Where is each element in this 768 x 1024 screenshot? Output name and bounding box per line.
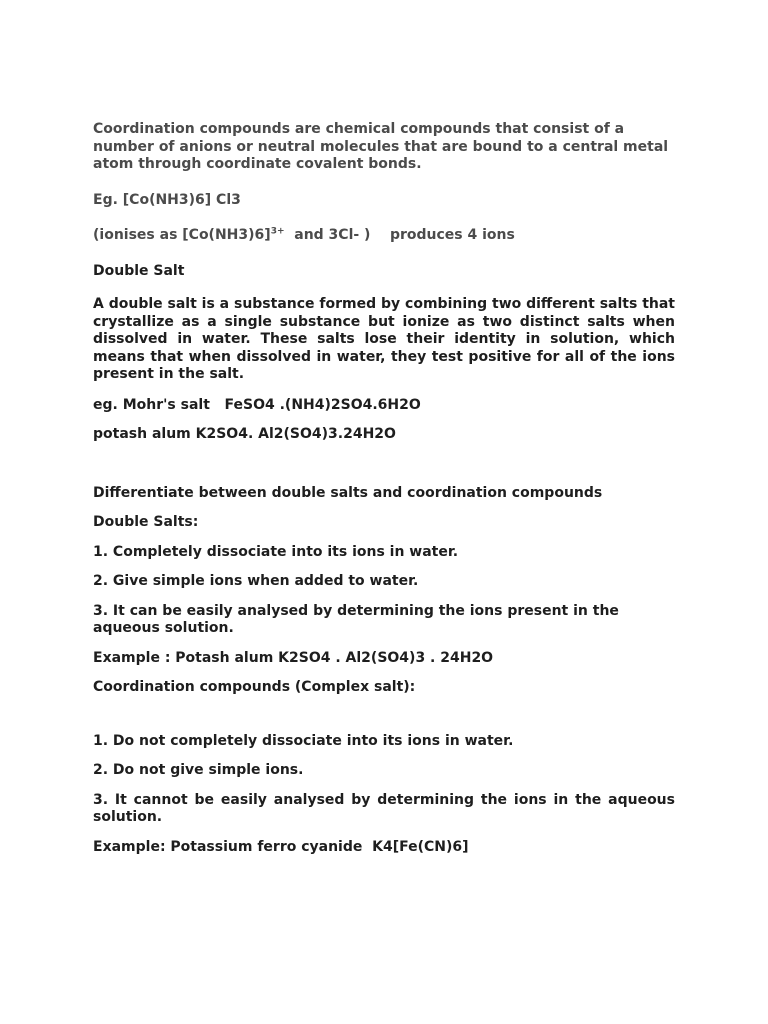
differentiate-heading: Differentiate between double salts and coordination compounds [93,484,603,501]
double-salt-heading: Double Salt [93,262,185,279]
double-salts-point-3: 3. It can be easily analysed by determining the ions present in the aqueous solution. [93,602,619,636]
mohr-salt-example: eg. Mohr's salt FeSO4 .(NH4)2SO4.6H2O [93,396,421,413]
coordination-definition: Coordination compounds are chemical compounds that consist of a number of anions or neutral molecules that are bound to a central metal atom through coordinate covalent bonds. [93,121,669,172]
double-salts-example: Example : Potash alum K2SO4 . Al2(SO4)3 . 24H2O [93,649,494,666]
double-salt-definition: A double salt is a substance formed by combining two different salts that crystallize as a single substance but ionize as two distinct salts when dissolved in water. These salts lose their identity in solution, which means that when dissolved in water, they test positive for all of the ions present in the salt. [93,296,675,382]
coordination-point-2: 2. Do not give simple ions. [93,762,304,778]
potash-alum-example: potash alum K2SO4. Al2(SO4)3.24H2O [93,426,396,442]
ionisation-line [93,227,675,245]
double-salts-point-1: 1. Completely dissociate into its ions in water. [93,543,459,560]
coordination-example: Example: Potassium ferro cyanide K4[Fe(CN)6] [93,838,469,855]
coordination-label: Coordination compounds (Complex salt): [93,679,416,695]
coordination-example: Eg. [Co(NH3)6] Cl3 [93,191,241,208]
ionisation-suffix: and 3Cl- ) produces 4 ions [284,227,515,243]
double-salts-label: Double Salts: [93,514,199,530]
ionisation-prefix: (ionises as [Co(NH3)6] [93,227,271,243]
coordination-point-3: 3. It cannot be easily analysed by determining the ions in the aqueous solution. [93,791,675,825]
coordination-point-1: 1. Do not completely dissociate into its ions in water. [93,732,514,749]
document-page [93,121,675,856]
ionisation-charge: 3+ [270,226,285,237]
double-salts-point-2: 2. Give simple ions when added to water. [93,573,419,589]
